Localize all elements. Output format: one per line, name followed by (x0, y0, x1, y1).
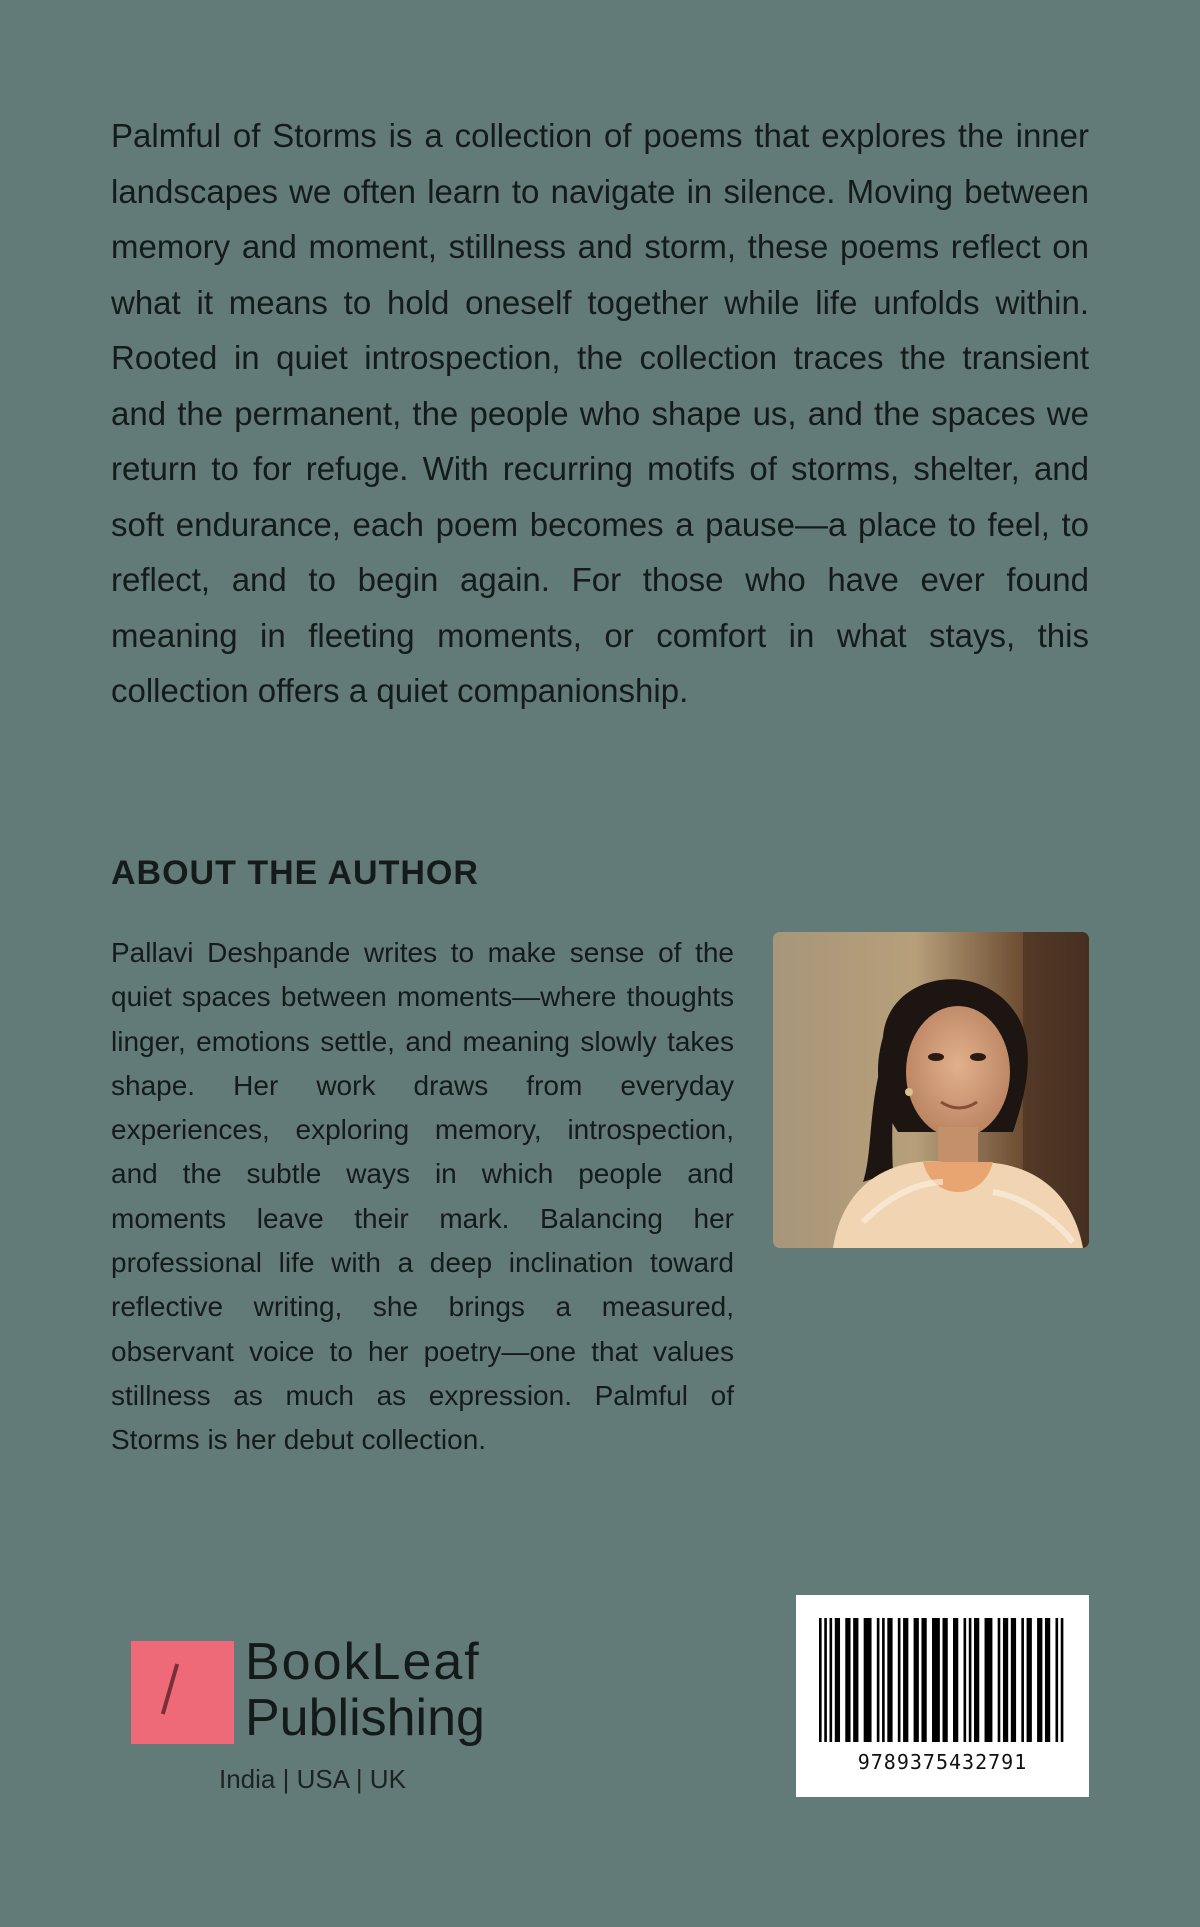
barcode-bar (1027, 1618, 1032, 1742)
publisher-logo (131, 1633, 531, 1796)
barcode-bar (1021, 1618, 1024, 1742)
barcode-bar (932, 1618, 940, 1742)
about-author-heading: ABOUT THE AUTHOR (111, 854, 479, 892)
barcode-bar (877, 1618, 880, 1742)
logo-slash-glyph (161, 1663, 179, 1714)
barcode-bar (1061, 1618, 1064, 1742)
barcode-bar (953, 1618, 958, 1742)
barcode-bar (964, 1618, 967, 1742)
barcode-bar (943, 1618, 948, 1742)
barcode-bar (1011, 1618, 1016, 1742)
publisher-regions: India | USA | UK (219, 1764, 406, 1794)
barcode-bar (853, 1618, 858, 1742)
publisher-name-line1: BookLeaf (245, 1633, 481, 1691)
author-portrait (773, 932, 1089, 1248)
book-blurb: Palmful of Storms is a collection of poems that explores the inner landscapes we often learn to navigate in silence. Moving between memory and moment, stillness and storm, these poems reflect on what it means to hold oneself together while life unfolds within. Rooted in quiet introspection, the collection traces the transient and the permanent, the people who shape us, and the spaces we return to for refuge. With recurring motifs of storms, shelter, and soft endurance, each poem becomes a pause—a place to feel, to reflect, and to begin again. For those who have ever found meaning in fleeting moments, or comfort in what stays, this collection offers a quiet companionship. (111, 117, 1089, 709)
barcode-bar (1045, 1618, 1050, 1742)
barcode-bar (882, 1618, 885, 1742)
author-bio: Pallavi Deshpande writes to make sense of the quiet spaces between moments—where thoughts linger, emotions settle, and meaning slowly takes shape. Her work draws from everyday experiences, exploring memory, introspection, and the subtle ways in which people and moments leave their mark. Balancing her professional life with a deep inclination toward reflective writing, she brings a measured, observant voice to her poetry—one that values stillness as much as expression. Palmful of Storms is her debut collection. (111, 937, 734, 1456)
barcode-bar (835, 1618, 840, 1742)
barcode-bar (1037, 1618, 1042, 1742)
barcode-bar (903, 1618, 908, 1742)
isbn-barcode (796, 1595, 1089, 1797)
barcode-bar (914, 1618, 919, 1742)
barcode-bar (921, 1618, 926, 1742)
isbn-number: 9789375432791 (857, 1750, 1028, 1774)
author-photo (773, 932, 1089, 1248)
barcode-bar (845, 1618, 850, 1742)
barcode-bar (898, 1618, 901, 1742)
barcode-bar (998, 1618, 1001, 1742)
barcode-bar (1055, 1618, 1058, 1742)
barcode-bar (830, 1618, 833, 1742)
barcode-bar (1003, 1618, 1008, 1742)
barcode-bars (819, 1618, 1066, 1742)
barcode-bar (819, 1618, 822, 1742)
publisher-name-line2: Publishing (245, 1689, 485, 1747)
barcode-bar (985, 1618, 993, 1742)
barcode-bar (864, 1618, 872, 1742)
barcode-bar (969, 1618, 972, 1742)
barcode-bar (824, 1618, 827, 1742)
barcode-bar (974, 1618, 979, 1742)
logo-mark-icon (131, 1641, 234, 1744)
barcode-bar (887, 1618, 892, 1742)
